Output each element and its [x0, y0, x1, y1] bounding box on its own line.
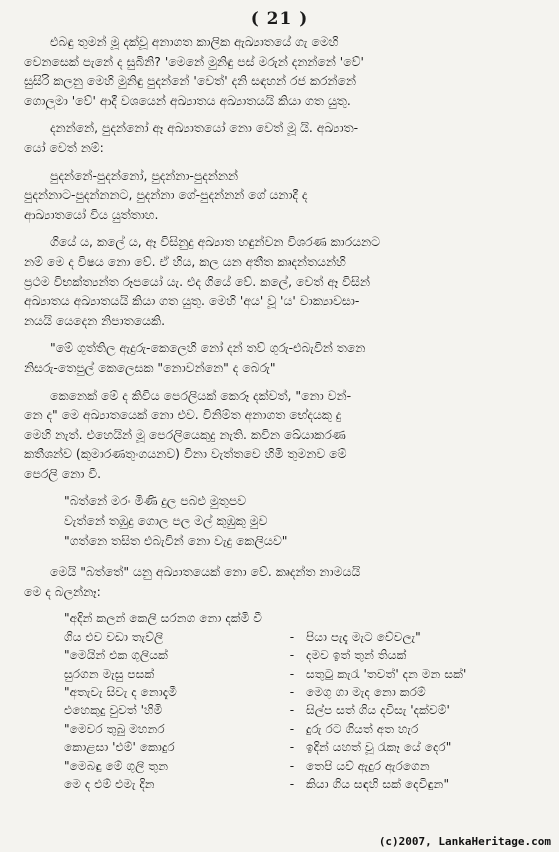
paragraph-line: කෙනෙක් මේ ද කිවිය පෙරලියක් කෙරූ දක්වත්, "නො වන්- — [50, 387, 352, 403]
paragraph-line: ආඛ්‍යාතයෝ විය යුත්තාහ. — [24, 206, 159, 222]
paragraph — [24, 338, 535, 377]
verse-row — [64, 609, 535, 627]
verse-dash: - — [289, 666, 295, 681]
verse-left: මෙ ද එම් එමැ දින — [64, 777, 155, 792]
verse-left: "මෙබඳු මේ ගුලි තුන — [64, 758, 169, 773]
verse-left: සුරගන මැසු පසක් — [64, 666, 155, 681]
paragraph-line: පුදන්නාට-පුදන්නනට, පුදන්නා ගේ-පුදන්නන් ගේ යනාදී ද — [24, 187, 308, 203]
verse-right: තෙපි යව් ඇදුර ඇරගෙන — [306, 758, 430, 773]
paragraph-line: ගොලුමා 'වේ' ආදී වශයෙන් අඛ්‍යාතය අඛ්‍යාතයයි කියා ගත යුතු. — [24, 92, 351, 108]
verse-dash: - — [289, 685, 295, 700]
verse-row — [64, 775, 535, 793]
verse-intro — [24, 562, 535, 601]
paragraph-line: දනන්නේ, පුදන්නෝ ඈ අඛ්‍යාතයෝ නො වෙත් මූ යි. අඛ්‍යාත- — [50, 120, 359, 136]
verse-dash — [278, 609, 306, 627]
paragraph-line: වෙනසෙක් පැනේ ද සුබිනි? 'මෙනේ මුනිඳු පස් මරුන් දනන්නේ 'වේ' — [24, 53, 364, 69]
verse-dash: - — [289, 648, 295, 663]
verse-row — [64, 683, 535, 701]
intro-line: මෙයි "බත්තේ" යනු අඛ්‍යාතයෙක් නො වේ. කෘදන්ත නාමයයි — [50, 564, 361, 580]
verse-right: ඉදින් යහත් වූ රැකෑ යේ දෙර" — [306, 740, 452, 755]
paragraph-line: සුසිරි කලනු මෙහි මුනිඳු පුදන්නේ 'වෙත්' දනි සඳහන් රජ කරන්නේ — [24, 73, 356, 89]
verse-right: දුරු රට ගියත් අත හැර — [306, 721, 419, 736]
paragraph-line: නෙ ද" මෙ අඛ්‍යාතයෙක් නො එව. විනිම්ත අනාගත භේදයකු දු — [24, 407, 342, 423]
verse-line: "ගත්නෙ තසිත එබැවින් නො වැදු කෙලියව" — [64, 532, 288, 548]
paragraph-line: ප්‍රථම විභක්ත්‍යන්ත රූපයෝ යැ. එද ගියේ වේ. කලේ, වෙත් ඈ විසින් — [24, 273, 370, 289]
paragraph — [24, 32, 535, 110]
paragraph-line: ගියේ ය, කලේ ය, ඈ විසිනුදු අඛ්‍යාත හඳුන්වන විශරණ කාරයනට — [50, 234, 380, 250]
verse-row — [64, 738, 535, 756]
verse-left: "මෙවර තුබු මහනර — [64, 721, 165, 736]
paragraph-line: එබඳු තුමන් මූ දක්වූ අනාගත කාලික ඇඛ්‍යාතයේ ගැ මෙහි — [50, 34, 339, 49]
verse-left: "අදින් කලන් කෙලි සරනග නො දක්මි වී — [64, 611, 263, 626]
paragraph-line: පෙරලි නො වී. — [24, 465, 102, 481]
paragraph — [24, 232, 535, 330]
verse-row — [64, 628, 535, 646]
verse-right: මෙගු ගා මැද නො කරම් — [306, 685, 426, 700]
verse-right — [306, 609, 535, 627]
verse-left: "අතැවැ සිවැ ද නොදැමී — [64, 685, 177, 700]
verse-right: දමව ඉත් තුන් තියක් — [306, 648, 407, 663]
paragraph — [24, 166, 535, 225]
verse-right: පියා පැදැ මැට වේවලැ" — [306, 629, 421, 644]
paragraph-line: නිසරු-තෙපුල් කෙලෙසක "නොවන්නෙ" ද බෙරු" — [24, 359, 276, 375]
paragraph-line: නයයි යෙදෙන නිපාතයෙකි. — [24, 312, 166, 328]
quoted-verse — [24, 491, 535, 550]
verse-dash: - — [289, 758, 295, 773]
paragraph-line: යෝ වෙත් නම්: — [24, 139, 104, 155]
verse-dash: - — [289, 703, 295, 718]
verse-left: කොළසා 'එම්' කොදුර — [64, 740, 175, 755]
verse-row — [64, 646, 535, 664]
verse-row — [64, 757, 535, 775]
paragraph-line: මෙහි නැත්. එහෙයින් මූ පෙරලියෙකුදු නැති. කවින ඛේයාකරණ — [24, 426, 346, 442]
body-text — [24, 32, 535, 483]
paragraph-line: කතීශන්ව (කුමාරණතුංගයනව) විනා වැත්තවෙ හිමි තුමනව මේ — [24, 446, 347, 462]
verse-left: "මෙයින් එක ගුලියක් — [64, 648, 168, 663]
paragraph-line: "මේ ගුත්තිල ඇදුරු-කෙලෙහි නෝ දන් තව් ගුරු-එබැවින් තනෙ — [50, 340, 366, 356]
verse-dash: - — [289, 740, 295, 755]
verse-row — [64, 720, 535, 738]
paragraph — [24, 118, 535, 157]
paragraph-line: පුදන්නේ-පුදන්නෝ, පුදන්නා-පුදන්නන් — [50, 167, 238, 183]
verse-row — [64, 665, 535, 683]
paragraph-line: අඛ්‍යාතය අඛ්‍යාතයයි කියා ගත යුතු. මෙහි 'අය' වූ 'ය' වාක්‍යාවසා- — [24, 293, 360, 309]
verse-line: "බත්නේ මරං මිණි දුල පබළු මුතුපව — [64, 493, 247, 509]
verse-dash: - — [289, 777, 295, 792]
paragraph-line: නම් මෙ ද විෂය නො වේ. ඒ හිය, කල යන අතීත කෘදන්තයන්හි — [24, 253, 346, 269]
verse-dash: - — [289, 721, 295, 736]
verse-right: සිල්ප සත් ගිය දවිසැ 'දක්වම්' — [306, 703, 450, 718]
verse-left: ගිය එව වඩා තැව්ලි — [64, 629, 164, 644]
verse-dash: - — [289, 629, 295, 644]
paragraph — [24, 386, 535, 484]
verse-table — [24, 609, 535, 793]
verse-right: සතුටු කැරැ 'තවත්' දන මන සක්' — [306, 666, 467, 681]
verse-line: වැත්නේ තඹුදු ගොල පල මල් කුඹුකු මුව — [64, 513, 268, 529]
copyright-footer: (c)2007, LankaHeritage.com — [378, 835, 551, 848]
verse-row — [64, 701, 535, 719]
verse-right: කියා ගිය සඳහි සක් දෙවිඳුන" — [306, 777, 450, 792]
verse-left: එහෙකුදු වුවත් 'හිමි — [64, 703, 163, 718]
intro-line: මෙ ද බලන්නෑ: — [24, 583, 101, 599]
page-number: ( 21 ) — [250, 9, 309, 29]
